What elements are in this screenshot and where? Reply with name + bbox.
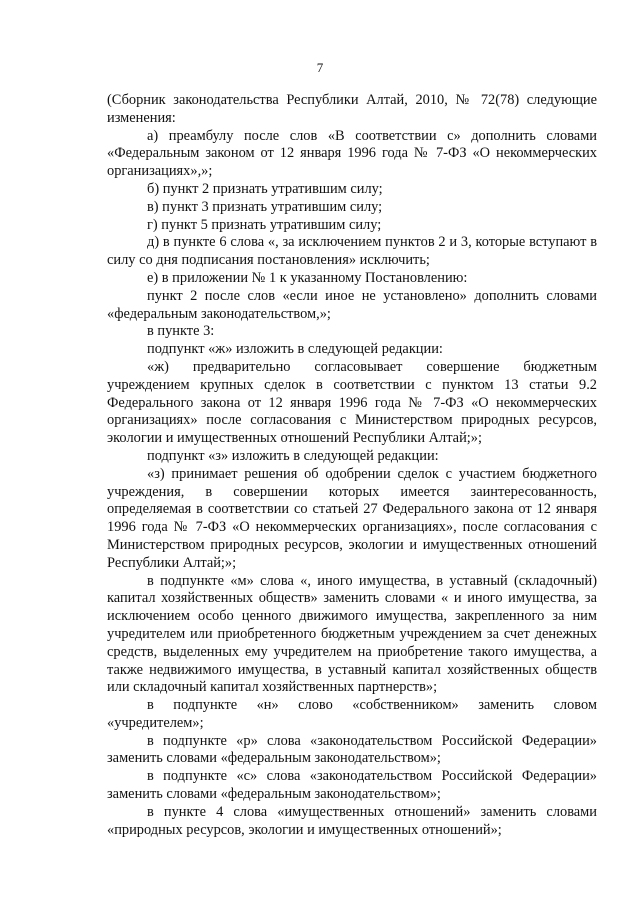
paragraph: в подпункте «н» слово «собственником» заменить словом «учредителем»; bbox=[107, 697, 597, 731]
paragraph: г) пункт 5 признать утратившим силу; bbox=[147, 216, 382, 233]
paragraph: б) пункт 2 признать утратившим силу; bbox=[147, 180, 383, 197]
paragraph: пункт 2 после слов «если иное не установлено» дополнить словами «федеральным законодательством,»; bbox=[107, 287, 597, 322]
paragraph: е) в приложении № 1 к указанному Постановлению: bbox=[147, 269, 468, 286]
paragraph: подпункт «з» изложить в следующей редакции: bbox=[147, 447, 439, 464]
paragraph: д) в пункте 6 слова «, за исключением пунктов 2 и 3, которые вступают в силу со дня подписания постановления» исключить; bbox=[107, 234, 597, 269]
paragraph: «ж) предварительно согласовывает совершение бюджетным учреждением крупных сделок в соответствии с пунктом 13 статьи 9.2 Федерального закона от 12 января 1996 года № 7-ФЗ «О некоммерческих организациях» после согласования с Министерством природных ресурсов, экологии и имущественных отношений Республики Алтай;»; bbox=[107, 358, 597, 447]
paragraph: в пункте 4 слова «имущественных отношений» заменить словами «природных ресурсов, экологии и имущественных отношений»; bbox=[107, 803, 597, 838]
paragraph: в) пункт 3 признать утратившим силу; bbox=[147, 198, 383, 215]
paragraph: в подпункте «р» слова «законодательством Российской Федерации» заменить словами «федеральным законодательством»; bbox=[107, 732, 597, 767]
page-number: 7 bbox=[316, 60, 324, 75]
paragraph: подпункт «ж» изложить в следующей редакции: bbox=[147, 341, 443, 358]
paragraph: в подпункте «с» слова «законодательством Российской Федерации» заменить словами «федеральным законодательством»; bbox=[107, 768, 597, 803]
paragraph: «з) принимает решения об одобрении сделок с участием бюджетного учреждения, в совершении которых имеется заинтересованность, определяемая в соответствии со статьей 27 Федерального закона от 12 января 1996 года № 7-ФЗ «О некоммерческих организациях», после согласования с Министерством природных ресурсов, экологии и имущественных отношений Республики Алтай;»; bbox=[107, 465, 597, 571]
paragraph: а) преамбулу после слов «В соответствии с» дополнить словами «Федеральным законом от 12 января 1996 года № 7-ФЗ «О некоммерческих организациях»,»; bbox=[107, 127, 597, 180]
paragraph: в подпункте «м» слова «, иного имущества, в уставный (складочный) капитал хозяйственных обществ» заменить словами « и иного имущества, за исключением особо ценного движимого имущества, закрепленного за ним учредителем или приобретенного бюджетным учреждением за счет денежных средств, выделенных ему учредителем на приобретение такого имущества, а также недвижимого имущества, в уставный капитал хозяйственных обществ или складочный капитал хозяйственных партнерств»; bbox=[107, 572, 597, 696]
document-body bbox=[107, 92, 597, 839]
paragraph: в пункте 3: bbox=[147, 323, 215, 340]
paragraph: (Сборник законодательства Республики Алтай, 2010, № 72(78) следующие изменения: bbox=[107, 92, 597, 126]
